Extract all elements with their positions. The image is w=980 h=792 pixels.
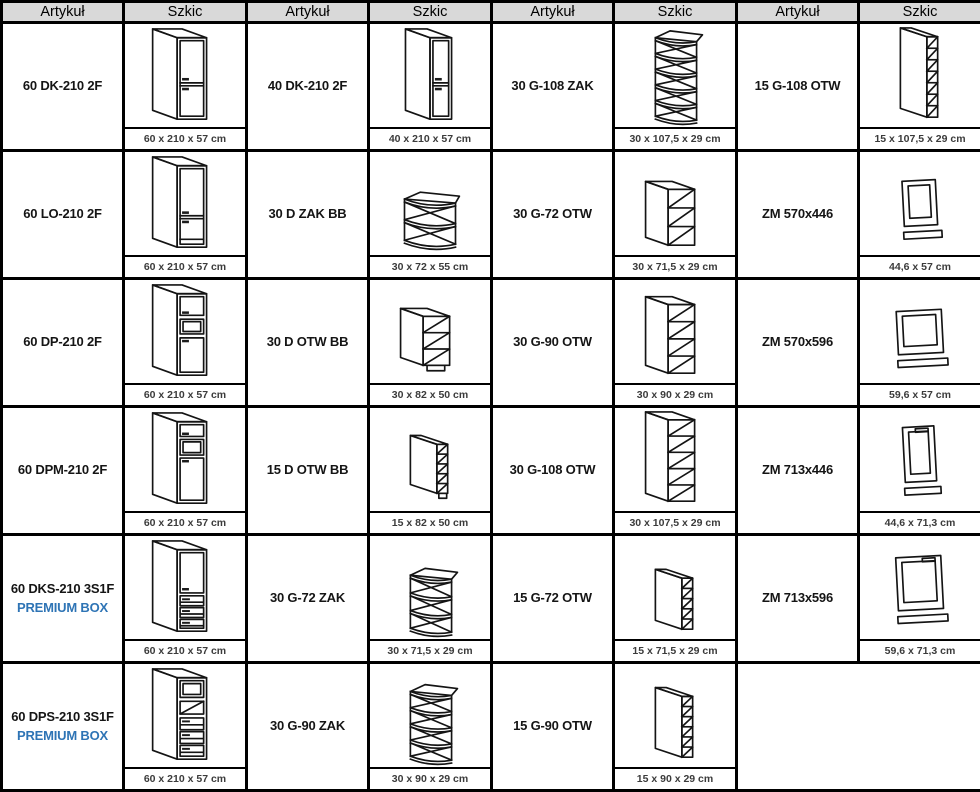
cabinet-sketch — [615, 24, 735, 127]
sketch-cell — [614, 23, 737, 151]
article-cell — [737, 279, 859, 407]
dimensions-label: 30 x 72 x 55 cm — [370, 255, 490, 277]
article-cell — [247, 663, 369, 791]
cabinet-sketch — [615, 280, 735, 383]
column-header-artykul: Artykuł — [492, 2, 614, 23]
cabinet-sketch — [370, 408, 490, 511]
article-cell — [492, 663, 614, 791]
article-cell — [492, 23, 614, 151]
dimensions-label: 30 x 90 x 29 cm — [615, 383, 735, 405]
column-header-artykul: Artykuł — [2, 2, 124, 23]
article-label: ZM 570x596 — [762, 334, 833, 350]
cabinet-sketch — [125, 280, 245, 383]
table-row — [2, 151, 980, 279]
dimensions-label: 15 x 82 x 50 cm — [370, 511, 490, 533]
article-label: 15 G-90 OTW — [513, 718, 592, 734]
cabinet-sketch — [370, 536, 490, 639]
article-label: 15 G-108 OTW — [754, 78, 841, 94]
cabinet-sketch — [615, 536, 735, 639]
article-label: 60 DPM-210 2F — [17, 462, 108, 478]
header-row — [2, 2, 980, 23]
cabinet-sketch — [860, 408, 980, 511]
article-cell — [737, 151, 859, 279]
dimensions-label: 40 x 210 x 57 cm — [370, 127, 490, 149]
article-label: 30 G-108 ZAK — [511, 78, 594, 94]
sketch-cell — [614, 151, 737, 279]
article-label: 30 G-90 ZAK — [269, 718, 346, 734]
dimensions-label: 15 x 90 x 29 cm — [615, 767, 735, 789]
dimensions-label: 30 x 82 x 50 cm — [370, 383, 490, 405]
article-cell — [737, 407, 859, 535]
article-label: 30 G-90 OTW — [513, 334, 592, 350]
column-header-szkic: Szkic — [614, 2, 737, 23]
dimensions-label: 59,6 x 57 cm — [860, 383, 980, 405]
sketch-cell — [124, 407, 247, 535]
sketch-cell — [614, 407, 737, 535]
cabinet-sketch — [370, 664, 490, 767]
column-header-szkic: Szkic — [859, 2, 980, 23]
article-cell — [247, 279, 369, 407]
sketch-cell — [859, 279, 980, 407]
article-cell — [2, 535, 124, 663]
table-row — [2, 663, 980, 791]
sketch-cell — [614, 535, 737, 663]
article-cell — [737, 535, 859, 663]
dimensions-label: 30 x 71,5 x 29 cm — [370, 639, 490, 661]
cabinet-sketch — [860, 280, 980, 383]
cabinet-sketch — [370, 24, 490, 127]
cabinet-sketch — [125, 24, 245, 127]
cabinet-sketch — [125, 408, 245, 511]
article-label: 30 G-108 OTW — [509, 462, 596, 478]
article-label: 60 DP-210 2F — [23, 334, 102, 350]
cabinet-sketch — [125, 152, 245, 255]
column-header-artykul: Artykuł — [247, 2, 369, 23]
table-row — [2, 279, 980, 407]
article-label: 60 DPS-210 3S1F — [11, 708, 114, 724]
cabinet-sketch — [615, 408, 735, 511]
article-cell — [492, 535, 614, 663]
table-row — [2, 535, 980, 663]
sketch-cell — [124, 663, 247, 791]
sketch-cell — [124, 279, 247, 407]
dimensions-label: 60 x 210 x 57 cm — [125, 127, 245, 149]
sketch-cell — [859, 407, 980, 535]
dimensions-label: 60 x 210 x 57 cm — [125, 511, 245, 533]
sketch-cell — [369, 23, 492, 151]
dimensions-label: 44,6 x 57 cm — [860, 255, 980, 277]
article-label: 30 D OTW BB — [266, 334, 349, 350]
article-cell — [492, 151, 614, 279]
article-label: 15 G-72 OTW — [513, 590, 592, 606]
article-label: ZM 713x446 — [762, 462, 833, 478]
cabinet-sketch — [125, 536, 245, 639]
article-cell — [247, 151, 369, 279]
sketch-cell — [369, 279, 492, 407]
article-label: 40 DK-210 2F — [267, 78, 348, 94]
article-label: 30 G-72 OTW — [513, 206, 592, 222]
article-cell — [247, 407, 369, 535]
sketch-cell — [124, 151, 247, 279]
sketch-cell — [614, 663, 737, 791]
sketch-cell — [369, 151, 492, 279]
dimensions-label: 30 x 107,5 x 29 cm — [615, 511, 735, 533]
cabinet-sketch — [860, 24, 980, 127]
column-header-szkic: Szkic — [124, 2, 247, 23]
dimensions-label: 15 x 107,5 x 29 cm — [860, 127, 980, 149]
sketch-cell — [369, 535, 492, 663]
cabinet-sketch — [370, 280, 490, 383]
sketch-cell — [124, 23, 247, 151]
table-row — [2, 23, 980, 151]
article-label: 30 G-72 ZAK — [269, 590, 346, 606]
cabinet-sketch — [860, 152, 980, 255]
sketch-cell — [369, 407, 492, 535]
article-cell — [247, 23, 369, 151]
sketch-cell — [614, 279, 737, 407]
article-label: 60 DKS-210 3S1F — [10, 580, 115, 596]
dimensions-label: 60 x 210 x 57 cm — [125, 767, 245, 789]
article-cell — [2, 151, 124, 279]
premium-box-label: PREMIUM BOX — [17, 727, 108, 743]
article-cell — [2, 407, 124, 535]
article-cell — [492, 407, 614, 535]
article-cell — [492, 279, 614, 407]
sketch-cell — [859, 151, 980, 279]
dimensions-label: 59,6 x 71,3 cm — [860, 639, 980, 661]
dimensions-label: 60 x 210 x 57 cm — [125, 639, 245, 661]
cabinet-sketch — [615, 664, 735, 767]
article-cell — [2, 279, 124, 407]
article-cell — [2, 23, 124, 151]
dimensions-label: 30 x 90 x 29 cm — [370, 767, 490, 789]
column-header-szkic: Szkic — [369, 2, 492, 23]
article-cell — [737, 23, 859, 151]
empty-cell — [737, 663, 980, 791]
article-label: 60 DK-210 2F — [22, 78, 103, 94]
article-label: ZM 713x596 — [762, 590, 833, 606]
table-row — [2, 407, 980, 535]
article-cell — [2, 663, 124, 791]
article-label: ZM 570x446 — [762, 206, 833, 222]
cabinet-sketch — [370, 152, 490, 255]
dimensions-label: 30 x 107,5 x 29 cm — [615, 127, 735, 149]
cabinet-sketch — [615, 152, 735, 255]
article-label: 60 LO-210 2F — [23, 206, 102, 222]
dimensions-label: 15 x 71,5 x 29 cm — [615, 639, 735, 661]
dimensions-label: 44,6 x 71,3 cm — [860, 511, 980, 533]
premium-box-label: PREMIUM BOX — [17, 599, 108, 615]
dimensions-label: 60 x 210 x 57 cm — [125, 383, 245, 405]
sketch-cell — [859, 23, 980, 151]
cabinet-sketch — [860, 536, 980, 639]
sketch-cell — [859, 535, 980, 663]
article-label: 30 D ZAK BB — [268, 206, 347, 222]
dimensions-label: 60 x 210 x 57 cm — [125, 255, 245, 277]
article-label: 15 D OTW BB — [266, 462, 349, 478]
column-header-artykul: Artykuł — [737, 2, 859, 23]
cabinet-sketch — [125, 664, 245, 767]
sketch-cell — [369, 663, 492, 791]
dimensions-label: 30 x 71,5 x 29 cm — [615, 255, 735, 277]
article-cell — [247, 535, 369, 663]
sketch-cell — [124, 535, 247, 663]
